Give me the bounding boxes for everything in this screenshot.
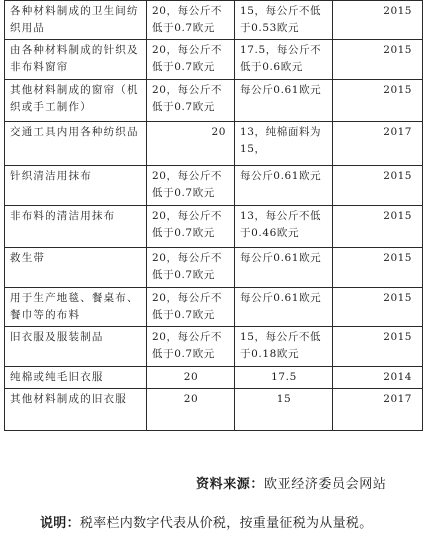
source-line [196,473,386,492]
tariff-table [4,0,423,431]
year-cell: 2015 [333,248,423,288]
year-cell: 2015 [333,327,423,367]
year-cell: 2017 [333,389,423,431]
table-row [5,166,423,206]
target-rate-cell: 17.5 [235,367,333,389]
target-rate-cell: 每公斤0.61欧元 [235,288,333,327]
table-row [5,1,423,40]
table-row [5,122,423,166]
note-line [40,512,373,531]
table-row [5,288,423,327]
rate-cell: 20，每公斤不低于0.7欧元 [147,327,235,367]
year-cell: 2015 [333,40,423,80]
table-row [5,248,423,288]
table-row [5,40,423,80]
rate-cell: 20，每公斤不低于0.7欧元 [147,166,235,206]
source-text: 欧亚经济委员会网站 [264,477,387,492]
product-cell: 由各种材料制成的针织及非布料窗帘 [5,40,147,80]
target-rate-cell: 13，每公斤不低于0.46欧元 [235,206,333,248]
year-cell: 2017 [333,122,423,166]
product-cell: 针织清洁用抹布 [5,166,147,206]
rate-cell: 20 [147,122,235,166]
table-row [5,327,423,367]
rate-cell: 20 [147,367,235,389]
rate-cell: 20，每公斤不低于0.7欧元 [147,40,235,80]
target-rate-cell: 13，纯棉面料为15， [235,122,333,166]
product-cell: 用于生产地毯、餐桌布、餐巾等的布料 [5,288,147,327]
target-rate-cell: 每公斤0.61欧元 [235,166,333,206]
product-cell: 旧衣服及服装制品 [5,327,147,367]
product-cell: 非布料的清洁用抹布 [5,206,147,248]
year-cell: 2015 [333,80,423,122]
year-cell: 2014 [333,367,423,389]
table-row [5,206,423,248]
target-rate-cell: 每公斤0.61欧元 [235,248,333,288]
target-rate-cell: 15 [235,389,333,431]
year-cell: 2015 [333,206,423,248]
target-rate-cell: 15，每公斤不低于0.18欧元 [235,327,333,367]
year-cell: 2015 [333,166,423,206]
note-label: 说明： [40,516,80,531]
table-row [5,389,423,431]
product-cell: 各种材料制成的卫生间纺织用品 [5,1,147,40]
rate-cell: 20，每公斤不低于0.7欧元 [147,1,235,40]
rate-cell: 20，每公斤不低于0.7欧元 [147,206,235,248]
note-text: 税率栏内数字代表从价税，按重量征税为从量税。 [79,516,373,531]
year-cell: 2015 [333,288,423,327]
target-rate-cell: 17.5，每公斤不低于0.6欧元 [235,40,333,80]
year-cell: 2015 [333,1,423,40]
product-cell: 救生带 [5,248,147,288]
rate-cell: 20，每公斤不低于0.7欧元 [147,80,235,122]
target-rate-cell: 每公斤0.61欧元 [235,80,333,122]
rate-cell: 20，每公斤不低于0.7欧元 [147,288,235,327]
product-cell: 纯棉或纯毛旧衣服 [5,367,147,389]
table-row [5,80,423,122]
rate-cell: 20 [147,389,235,431]
rate-cell: 20，每公斤不低于0.7欧元 [147,248,235,288]
target-rate-cell: 15，每公斤不低于0.53欧元 [235,1,333,40]
source-label: 资料来源： [196,477,265,492]
product-cell: 交通工具内用各种纺织品 [5,122,147,166]
table-row [5,367,423,389]
product-cell: 其他材料制成的窗帘（机织或手工制作） [5,80,147,122]
product-cell: 其他材料制成的旧衣服 [5,389,147,431]
